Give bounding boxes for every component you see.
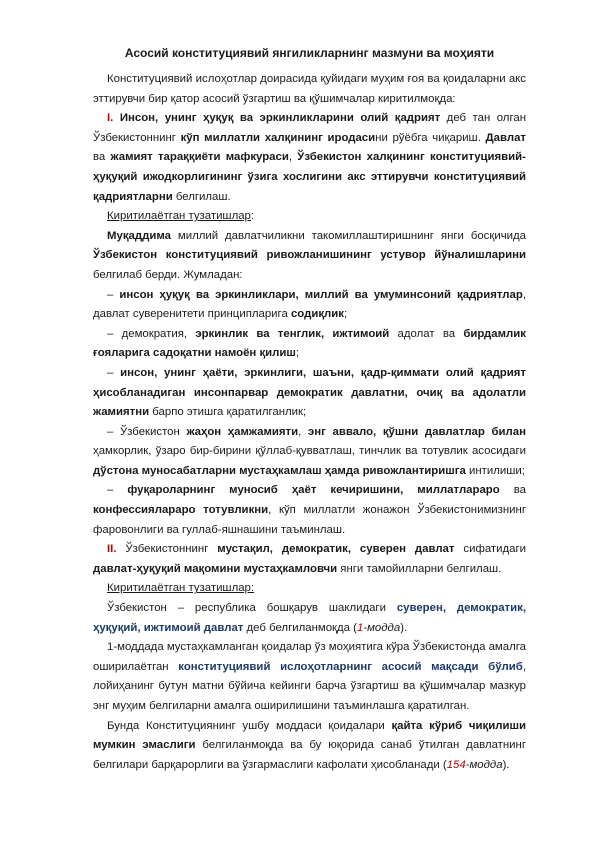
- text-run: – демократия,: [107, 327, 196, 340]
- text-run: ;: [295, 347, 300, 360]
- text-run: :: [250, 210, 255, 223]
- text-run: 154: [446, 758, 466, 771]
- text-run: –: [107, 484, 128, 497]
- text-run: ,: [288, 151, 298, 164]
- text-run: II.: [107, 543, 117, 556]
- text-run: мустақил, демократик, суверен давлат: [217, 543, 455, 556]
- document-body: [93, 70, 526, 775]
- text-run: ва: [93, 151, 111, 164]
- paragraph: [93, 364, 526, 423]
- paragraph: [93, 109, 526, 207]
- text-run: – Ўзбекистон: [107, 425, 187, 438]
- text-run: 1-моддада мустаҳкамланган қоидалар ўз моҳиятига кўра Ўзбекистонда амалга оширилаётган: [93, 641, 526, 673]
- text-run: деб тан олган Ўзбекистоннинг: [93, 112, 526, 144]
- text-run: -модда: [465, 758, 503, 771]
- text-run: Киритилаётган тузатишлар: [107, 210, 251, 223]
- text-run: янги тамойилларни белгилаш.: [337, 562, 502, 575]
- text-run: фуқароларнинг муносиб ҳаёт кечиришини, миллатлараро: [127, 484, 500, 497]
- text-run: эркинлик ва тенглик, ижтимоий: [195, 327, 390, 340]
- text-run: адолат ва: [389, 327, 464, 340]
- text-run: суверен, демократик, ҳуқуқий, ижтимоий давлат: [93, 602, 526, 634]
- text-run: 1: [356, 621, 364, 634]
- paragraph: [93, 207, 526, 227]
- paragraph: [93, 638, 526, 716]
- text-run: Ўзбекистон халқининг конституциявий-ҳуқуқий ижодкорлигининг ўзига хослигини акс эттирувчи конституциявий қадриятларни: [93, 151, 526, 203]
- text-run: Бунда Конституциянинг ушбу моддаси қоидалари: [107, 719, 392, 732]
- paragraph: [93, 70, 526, 109]
- document-title: Асосий конституциявий янгиликларнинг мазмуни ва моҳияти: [124, 46, 495, 60]
- text-run: конфессиялараро тотувликни: [93, 504, 269, 517]
- text-run: Ўзбекистон – республика бошқарув шаклидаги: [107, 602, 397, 615]
- text-run: I.: [107, 112, 114, 125]
- text-run: интилиши;: [465, 464, 525, 477]
- text-run: Ўзбекистон конституциявий ривожланишининг устувор йўналишларини: [93, 249, 526, 262]
- text-run: ).: [400, 621, 408, 634]
- text-run: Инсон, унинг ҳуқуқ ва эркинликларини олий қадрият: [113, 112, 441, 125]
- text-run: , давлат суверенитети принципларига: [93, 288, 526, 321]
- text-run: ва: [499, 484, 526, 497]
- text-run: миллий давлатчиликни такомиллаштиришнинг янги босқичида: [170, 229, 526, 242]
- text-run: кўп миллатли халқининг иродаси: [180, 131, 376, 144]
- text-run: бирдамлик ғояларига садоқатни намоён қилиш: [93, 327, 526, 360]
- paragraph: [93, 717, 526, 776]
- paragraph: [93, 286, 526, 325]
- text-run: ни рўёбга чиқариш.: [375, 131, 486, 144]
- text-run: Киритилаётган тузатишлар:: [107, 582, 255, 595]
- paragraph: [93, 423, 526, 482]
- text-run: деб белгиланмоқда (: [243, 621, 357, 634]
- text-run: Муқаддима: [107, 229, 171, 242]
- paragraph: [93, 579, 526, 599]
- text-run: белгилаш.: [172, 190, 231, 203]
- text-run: белгилаб берди. Жумладан:: [93, 268, 243, 281]
- text-run: ,: [298, 425, 308, 438]
- text-run: сифатидаги: [454, 543, 526, 556]
- paragraph: [93, 540, 526, 579]
- text-run: барпо этишга қаратилганлик;: [149, 406, 307, 419]
- text-run: конституциявий ислоҳотларнинг асосий мақсади бўлиб: [178, 660, 523, 673]
- text-run: ;: [343, 308, 348, 321]
- text-run: Ўзбекистоннинг: [116, 543, 218, 556]
- text-run: содиқлик: [290, 308, 344, 321]
- text-run: дўстона муносабатларни мустаҳкамлаш ҳамда ривожлантиришга: [93, 464, 466, 477]
- text-run: Давлат: [485, 131, 526, 144]
- text-run: ).: [502, 758, 510, 771]
- text-run: Конституциявий ислоҳотлар доирасида қуйидаги муҳим ғоя ва қоидаларни акс эттирувчи бир қатор асосий ўзгартиш ва қўшимчалар киритилмоқда:: [93, 73, 526, 105]
- text-run: , кўп миллатли жонажон Ўзбекистонимизнинг фаровонлиги ва гуллаб-яшнашини таъминлаш.: [93, 504, 526, 536]
- text-run: давлат-ҳуқуқий мақомини мустаҳкамловчи: [93, 562, 338, 575]
- text-run: энг аввало, қўшни давлатлар билан: [307, 425, 526, 438]
- text-run: жамият тараққиёти мафкураси: [110, 151, 289, 164]
- text-run: белгиланмоқда ва бу юқорида санаб ўтилган давлатнинг белгилари барқарорлиги ва ўзгармаслиги кафолати ҳисобланади (: [93, 739, 526, 771]
- paragraph: [93, 325, 526, 364]
- text-run: жаҳон ҳамжамияти: [186, 425, 299, 438]
- text-run: , лойиҳанинг бутун матни бўйича кейинги барча ўзгартиш ва қўшимчалар мазкур энг муҳим белгиларни амалга оширилишини таъминлашга қаратилган.: [93, 660, 526, 712]
- paragraph: [93, 227, 526, 286]
- text-run: инсон ҳуқуқ ва эркинликлари, миллий ва умуминсоний қадриятлар: [119, 288, 523, 301]
- text-run: –: [107, 366, 121, 379]
- text-run: -модда: [363, 621, 401, 634]
- text-run: ҳамкорлик, ўзаро бир-бирини қўллаб-қувватлаш, тинчлик ва тотувлик асосидаги: [93, 445, 526, 458]
- paragraph: [93, 481, 526, 540]
- paragraph: [93, 599, 526, 638]
- text-run: –: [107, 288, 120, 301]
- text-run: инсон, унинг ҳаёти, эркинлиги, шаъни, қадр-қиммати олий қадрият ҳисобланадиган инсонпарвар демократик давлатни, очиқ ва адолатли жамиятни: [93, 366, 526, 419]
- text-run: қайта кўриб чиқилиши мумкин эмаслиги: [93, 719, 526, 752]
